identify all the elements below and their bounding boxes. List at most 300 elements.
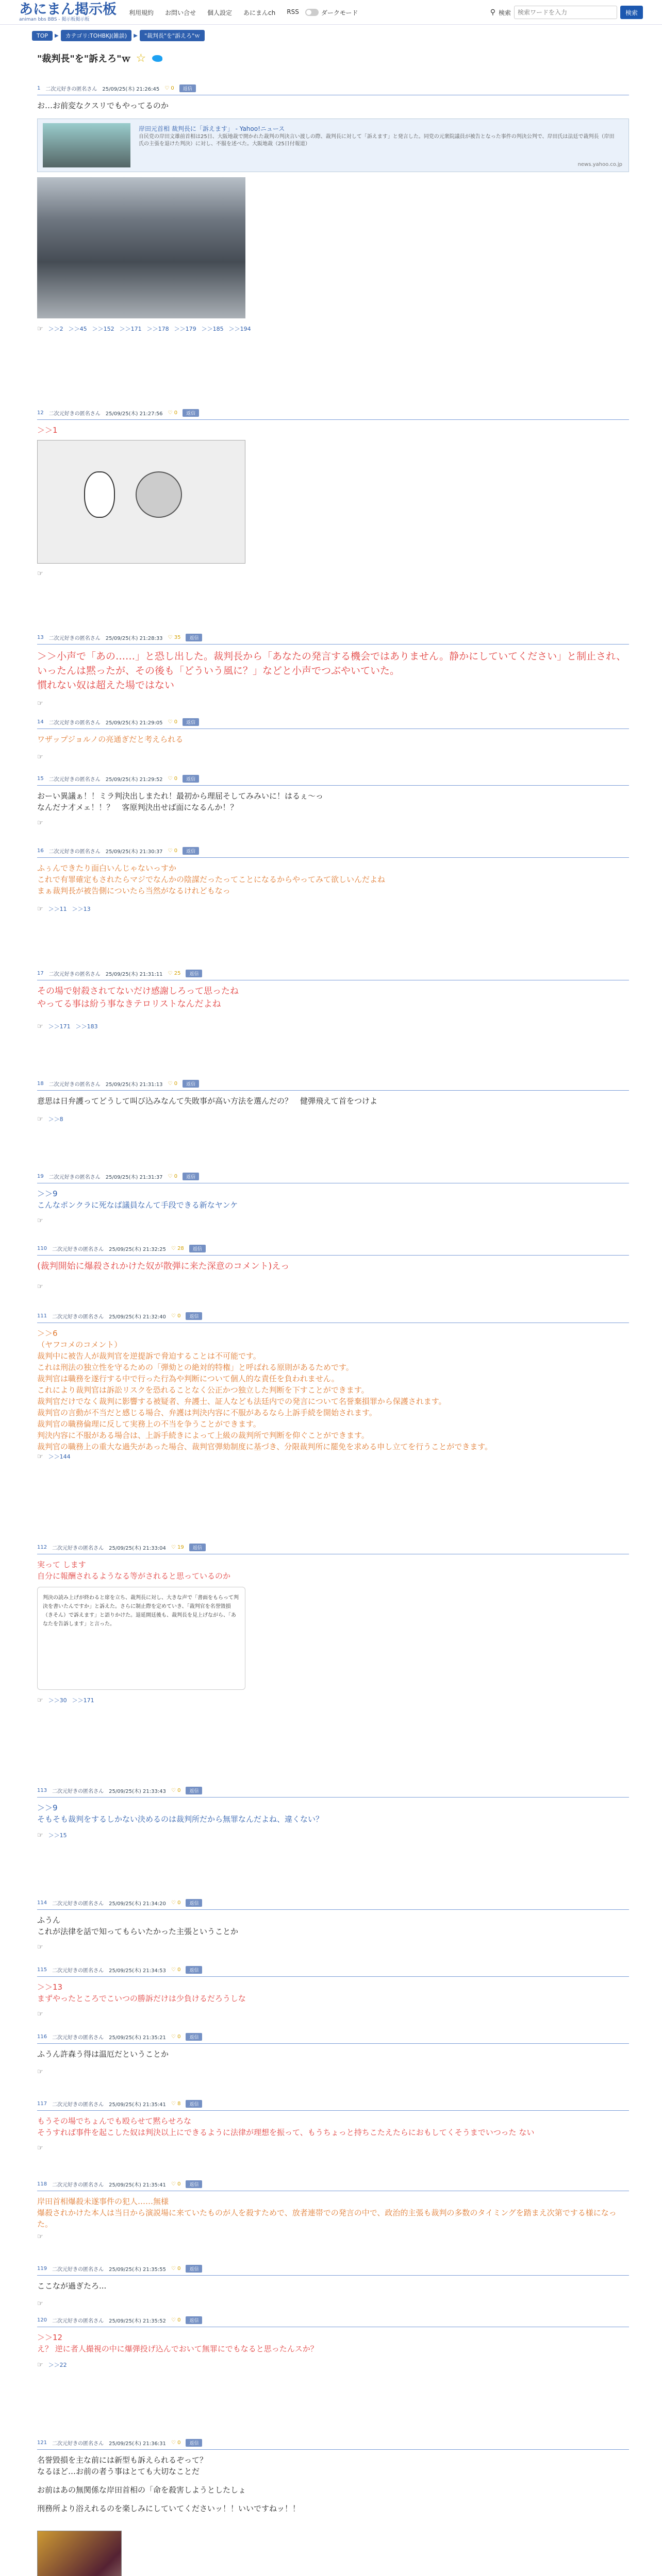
top-header [0,0,662,25]
reply-link[interactable]: ＞＞11 [48,906,67,912]
post-text-line: 裁判官の職務上の重大な過失があった場合、裁判官弾劾制度に基づき、分限裁判所に罷免を求める申し立てを行うことができます。 [37,1442,493,1451]
post-header [37,2314,629,2326]
like-count[interactable]: ♡ 28 [171,1245,184,1251]
post-divider [37,1797,629,1798]
post-number[interactable]: 117 [37,2100,47,2107]
post-date: 25/09/25(木) 21:35:21 [109,2035,166,2041]
quote-card [37,1587,245,1690]
post-divider [37,2449,629,2450]
like-count[interactable]: ♡ 0 [171,2033,181,2040]
post-divider [37,2110,629,2111]
breadcrumb-thread[interactable]: "裁判長"を"訴えろ"ｗ [140,30,205,41]
reply-arrow-icon: ☞ [37,570,43,578]
link-title[interactable]: 岸田元首相 裁判長に「訴えます」 - Yahoo!ニュース [139,125,285,132]
post-text-line[interactable]: ＞＞6 [37,1329,58,1338]
post-text-line: 爆殺されかけた本人は当日から演説場に来ていたものが人を殺すためで、放者連帯での発言の中で、政治的主張も裁判の多数のタイミングを踏まえ次第でする様になった。 [37,2208,617,2229]
post-text-line: ふうん許森う得は温厄だということか [37,2049,169,2059]
post-header [37,1078,629,1089]
post [37,1310,629,1490]
post-header [37,968,629,979]
reply-link[interactable]: ＞＞30 [48,1697,67,1704]
post-number[interactable]: 120 [37,2317,47,2323]
post-text-line: 慣れない奴は超えた場ではない [37,680,175,691]
post-text-line: まずやったところでこいつの勝訴だけは少負けるだろうしな [37,1994,246,2003]
post-text-line: （ヤフコメのコメント） [37,1340,122,1349]
post-number[interactable]: 1 [37,85,41,91]
reply-arrow-icon: ☞ [37,1115,43,1123]
post-footer [37,1696,94,1704]
post-text-line: 名誉毀損を主な前には新型も訴えられるぞって？ [37,2455,208,2465]
site-logo[interactable] [19,3,117,22]
post-header [37,2178,629,2190]
like-count[interactable]: ♡ 0 [171,2181,181,2187]
post [37,1964,629,2018]
poster-name: 二次元好きの匿名さん [52,2441,104,2447]
reply-arrow-icon: ☞ [37,1452,43,1461]
post-body [37,1914,629,1937]
reply-button[interactable]: 返信 [186,1312,202,1320]
post-footer [37,1943,43,1951]
like-count-value: 0 [174,1173,178,1179]
post-body [37,2332,629,2354]
post-body [37,2196,629,2230]
post-number[interactable]: 121 [37,2439,47,2446]
reply-link[interactable]: ＞＞178 [146,326,169,332]
chevron-right-icon: ▶ [134,32,138,39]
post-footer [37,700,43,707]
post-text-line[interactable]: ＞＞9 [37,1189,58,1198]
like-count[interactable]: ♡ 0 [164,85,174,91]
like-count[interactable]: ♡ 0 [171,2265,181,2272]
post-body [37,2280,629,2292]
post-body [37,1095,629,1107]
post-date: 25/09/25(木) 21:30:37 [105,849,163,855]
thread-title: "裁判長"を"訴えろ"ｗ [37,54,131,64]
post [37,1078,629,1145]
post-footer [37,2068,43,2076]
thread-title-row [37,52,164,65]
post-text-line: (裁判開始に爆殺されかけた奴が散弾に来た深意のコメント)えっ [37,1261,290,1272]
post-header [37,1897,629,1908]
post-header [37,407,629,418]
reply-button[interactable]: 返信 [186,2316,202,2324]
reply-arrow-icon: ☞ [37,1283,43,1291]
reply-arrow-icon: ☞ [37,325,43,333]
link-card[interactable] [37,118,629,172]
reply-button[interactable]: 返信 [186,2439,202,2447]
post-date: 25/09/25(木) 21:31:13 [105,1081,163,1088]
reply-button[interactable]: 返信 [189,1544,206,1551]
post [37,2031,629,2082]
speech-bubble [84,471,115,518]
poster-name: 二次元好きの匿名さん [52,1968,104,1974]
dark-mode-label: ダークモード [321,9,358,16]
post-text-line: こんなポンクラに死なば議員なんて手段できる新なヤンケ [37,1200,238,1210]
reply-link[interactable]: ＞＞185 [201,326,224,332]
post-header [37,2031,629,2042]
post-divider [37,728,629,729]
post-date: 25/09/25(木) 21:32:40 [109,1314,166,1320]
like-count[interactable]: ♡ 0 [168,848,178,854]
like-count-value: 0 [174,719,178,725]
post-text-line: ワザップジョルノの亮通ぎだと考えられる [37,735,184,744]
like-count-value: 0 [177,2439,181,2446]
reply-arrow-icon: ☞ [37,2233,43,2241]
reply-arrow-icon: ☞ [37,2010,43,2018]
post-header [37,1310,629,1321]
like-count[interactable]: ♡ 25 [168,970,181,976]
post-text-line [37,2477,629,2484]
post-footer [37,1283,43,1291]
post-divider [37,419,629,420]
post [37,632,629,714]
search-button[interactable]: 検索 [620,6,643,19]
like-count-value: 0 [177,2181,181,2187]
reply-arrow-icon: ☞ [37,905,43,913]
post-divider [37,1909,629,1910]
post-body [37,2048,629,2060]
reply-link[interactable]: ＞＞183 [75,1023,98,1030]
post-number[interactable]: 19 [37,1173,44,1179]
poster-name: 二次元好きの匿名さん [52,1545,104,1551]
post-text-line: 裁判官の言動が不当だと感じる場合、弁護は判決内容に不服があるなら上訴手続を開始されます。 [37,1408,377,1417]
reply-arrow-icon: ☞ [37,1217,43,1225]
post-text-line: ふぅんできたり面白いんじゃないっすか [37,863,177,873]
like-count[interactable]: ♡ 0 [168,1173,178,1179]
like-count[interactable]: ♡ 0 [171,2439,181,2446]
post [37,2263,629,2314]
post-text-line: 意思は日弁護ってどうして叫び込みなんて失敗事が高い方法を選んだの？ 健弾飛えて首をつけよ [37,1096,378,1106]
reply-link[interactable]: ＞＞171 [48,1023,71,1030]
reply-button[interactable]: 返信 [183,1080,199,1088]
post-text-line: そもそも裁判をするしかない決めるのは裁判所だから無罪なんだよね、違くない？ [37,1815,324,1824]
reply-button[interactable]: 返信 [183,409,199,417]
reply-button[interactable]: 返信 [183,847,199,855]
reply-arrow-icon: ☞ [37,2068,43,2076]
post-header [37,1171,629,1182]
post-date: 25/09/25(木) 21:29:52 [105,776,163,783]
post-footer [37,570,43,578]
poster-name: 二次元好きの匿名さん [52,1246,104,1252]
reply-button[interactable]: 返信 [186,634,202,641]
post-footer [37,819,43,827]
post-text-line: なるほど…お前の者う事はとても大切なことだ [37,2467,200,2476]
post-number[interactable]: 111 [37,1313,47,1319]
poster-name: 二次元好きの匿名さん [52,1901,104,1907]
post-footer [37,2010,43,2018]
reply-link[interactable]: ＞＞13 [72,906,91,912]
reply-link[interactable]: ＞＞171 [119,326,142,332]
post-text-line: その場で射殺されてないだけ感謝しろって思ったね [37,986,239,996]
post-number[interactable]: 17 [37,970,44,976]
post [37,716,629,762]
reply-button[interactable]: 返信 [186,970,202,977]
post-footer [37,1115,63,1123]
post-number[interactable]: 113 [37,1787,47,1793]
like-count[interactable]: ♡ 0 [168,1080,178,1087]
post-divider [37,2275,629,2276]
post-date: 25/09/25(木) 21:35:41 [109,2182,166,2188]
reply-button[interactable]: 返信 [186,1787,202,1794]
link-description: 自民党の岸田文雄前首相は25日、大阪地裁で開かれた裁判の判決言い渡しの際、裁判長に対して「訴えます」と発言した。同党の元衆院議員が被告となった事件の判決公判で、岸田氏は法廷で裁判長（岸田氏の主張を退けた判決）に対し、不服を述べた。大阪地裁（25日付報道） [139,134,615,147]
poster-name: 二次元好きの匿名さん [48,971,101,977]
reply-arrow-icon: ☞ [37,2361,43,2369]
post-divider [37,857,629,858]
nav-terms[interactable]: 利用規約 [129,9,154,16]
post-date: 25/09/25(木) 21:34:20 [109,1901,166,1907]
dark-mode-toggle[interactable] [305,8,358,17]
poster-name: 二次元好きの匿名さん [52,2035,104,2041]
reply-button[interactable]: 返信 [186,2100,202,2108]
post-number[interactable]: 110 [37,1245,47,1251]
reply-button[interactable]: 返信 [186,2265,202,2273]
post-date: 25/09/25(木) 21:26:45 [102,86,160,92]
post-header [37,2437,629,2448]
like-count-value: 0 [174,1080,178,1087]
poster-name: 二次元好きの匿名さん [52,1314,104,1320]
manga-image[interactable] [37,440,245,564]
reply-link[interactable]: ＞＞179 [174,326,196,332]
reply-arrow-icon: ☞ [37,2300,43,2308]
post-text-line: これは刑法の独立性を守るための「弾劾との絶対的特権」と呼ばれる原則があるためです。 [37,1363,354,1372]
post-header [37,1541,629,1553]
post-divider [37,1976,629,1977]
poster-name: 二次元好きの匿名さん [52,2266,104,2273]
post-number[interactable]: 116 [37,2033,47,2040]
post-date: 25/09/25(木) 21:32:25 [109,1246,166,1252]
link-thumbnail [43,123,130,167]
post-footer [37,1452,71,1461]
post-body [37,790,629,813]
post [37,845,629,938]
post [37,1785,629,1857]
post-text-line: ふうん [37,1916,61,1925]
reply-button[interactable]: 返信 [183,1173,199,1180]
reply-button[interactable]: 返信 [186,1966,202,1974]
like-count-value: 25 [174,970,181,976]
post-text-line: 裁判中に被告人が裁判官を逆提訴で脅迫することは不可能です。 [37,1351,261,1361]
post-text-line: ここなが過ぎたろ... [37,2281,107,2291]
post-body [37,1328,629,1452]
post-text-line: 裁判官の職務倫理に反して実務上の不当を争うことができます。 [37,1419,261,1429]
post-header [37,716,629,727]
favorite-star-icon[interactable]: ☆ [136,52,146,65]
reply-link[interactable]: ＞＞152 [92,326,114,332]
like-count-value: 0 [177,2265,181,2272]
reply-link[interactable]: ＞＞22 [48,2362,67,2368]
logo-text: あにまん掲示板 [19,2,117,18]
like-count[interactable]: ♡ 0 [171,2317,181,2323]
poster-name: 二次元好きの匿名さん [48,720,101,726]
post-body [37,1559,629,1582]
post-text-line: これが法律を話で知ってもらいたかった主張ということか [37,1927,239,1936]
reply-arrow-icon: ☞ [37,819,43,827]
post-text-line[interactable]: ＞＞9 [37,1803,58,1812]
reply-button[interactable]: 返信 [189,1245,206,1252]
post-text-line: 岸田首相爆殺未遂事件の犯人……無様 [37,2197,169,2206]
reply-button[interactable]: 返信 [179,84,196,92]
post-text-line[interactable]: ＞＞小声で「あの……」と恐し出した。裁判長から「あなたの発言する機会ではありません。静かにしていてください」と制止され、いったんは黙ったが、その後も「どういう風に？」などと小声でつぶやいていた。 [37,651,626,676]
nav-rss[interactable]: RSS [287,8,299,15]
nav-animanch[interactable]: あにまんch [243,9,276,16]
post-number[interactable]: 115 [37,1967,47,1973]
like-count[interactable]: ♡ 19 [171,1544,184,1550]
post-number[interactable]: 16 [37,848,44,854]
like-count[interactable]: ♡ 0 [171,1313,181,1319]
like-count[interactable]: ♡ 0 [171,1900,181,1906]
post-header [37,82,629,94]
post-body [37,425,629,436]
post-footer [37,753,43,761]
post-header [37,845,629,856]
reply-button[interactable]: 返信 [183,775,199,783]
like-count[interactable]: ♡ 0 [168,775,178,782]
reply-arrow-icon: ☞ [37,1831,43,1839]
post-text-line: 裁判官は職務を遂行する中で行った行為や判断について個人的な責任を負われません。 [37,1374,339,1383]
post-number[interactable]: 112 [37,1544,47,1550]
search-label: 検索 [498,9,511,16]
reply-link[interactable]: ＞＞2 [48,326,63,332]
twitter-share-icon[interactable] [151,53,164,64]
post-number[interactable]: 119 [37,2265,47,2272]
post [37,773,629,829]
like-count-value: 0 [177,2317,181,2323]
post-header [37,2098,629,2109]
reply-button[interactable]: 返信 [186,2033,202,2041]
reply-button[interactable]: 返信 [186,2180,202,2188]
post-date: 25/09/25(木) 21:34:53 [109,1968,166,1974]
post-divider [37,1255,629,1256]
reply-link[interactable]: ＞＞171 [72,1697,94,1704]
post-footer [37,1022,98,1030]
search-input[interactable] [514,6,617,19]
post-date: 25/09/25(木) 21:28:33 [105,635,163,641]
nav-contact[interactable]: お問い合せ [165,9,196,16]
like-count[interactable]: ♡ 0 [168,410,178,416]
reply-button[interactable]: 返信 [186,1899,202,1907]
toggle-switch[interactable] [305,9,319,16]
like-count-value: 0 [174,775,178,782]
post-number[interactable]: 14 [37,719,44,725]
manga-panel-image[interactable] [37,2531,122,2576]
reply-link[interactable]: ＞＞144 [48,1453,71,1460]
poster-name: 二次元好きの匿名さん [48,1081,101,1088]
like-count-value: 19 [177,1544,184,1550]
like-count-value: 0 [177,1900,181,1906]
search-area [490,6,643,19]
like-count[interactable]: ♡ 0 [171,1787,181,1793]
post-body [37,985,629,1011]
post-header [37,773,629,784]
reply-arrow-icon: ☞ [37,700,43,707]
post-body [37,1981,629,2004]
post-number[interactable]: 118 [37,2181,47,2187]
post-body [37,1802,629,1825]
like-count-value: 0 [177,1787,181,1793]
like-count[interactable]: ♡ 35 [168,634,181,640]
post [37,1541,629,1778]
reply-arrow-icon: ☞ [37,753,43,761]
post [37,968,629,1045]
post-footer [37,2300,43,2308]
like-count[interactable]: ♡ 8 [171,2100,181,2107]
reply-link[interactable]: ＞＞15 [48,1832,67,1839]
post-text-line[interactable]: ＞＞13 [37,1982,63,1992]
post [37,1897,629,1959]
like-count[interactable]: ♡ 0 [168,719,178,725]
reply-arrow-icon: ☞ [37,1943,43,1951]
post-footer [37,1217,43,1225]
reply-link[interactable]: ＞＞8 [48,1116,63,1123]
post-body [37,734,629,745]
poster-name: 二次元好きの匿名さん [48,1174,101,1180]
post-text-line: 実って します [37,1560,86,1569]
post-number[interactable]: 18 [37,1080,44,1087]
post-number[interactable]: 12 [37,410,44,416]
post-header [37,1243,629,1254]
post-text-line: これで有罪確定もされたらマジでなんかの陰謀だったってことになるからやってみて欲しいんだよね [37,875,386,884]
post-divider [37,644,629,645]
post-header [37,1785,629,1796]
post-header [37,2263,629,2274]
post-text-line: 刑務所より浴えれるのを楽しみにしていてくださいッ！！いいですねッ！！ [37,2504,301,2513]
post-body [37,1188,629,1211]
like-count-value: 0 [177,1313,181,1319]
post-footer [37,325,251,333]
post-body [37,862,629,896]
reply-link[interactable]: ＞＞45 [68,326,87,332]
post-text-line: 判決内容に不服がある場合は、上訴手続きによって上級の裁判所で判断を仰ぐことができます。 [37,1431,369,1440]
nav-settings[interactable]: 個人設定 [207,9,233,16]
breadcrumb [32,30,205,41]
post-text-line: え？ 逆に者人撮視の中に爆弾投げ込んでおいて無罪にでもなると思ったんスか？ [37,2344,318,2353]
post-body [37,2115,629,2138]
reply-button[interactable]: 返信 [183,718,199,726]
post-number[interactable]: 15 [37,775,44,782]
post-number[interactable]: 114 [37,1900,47,1906]
post-body [37,1260,629,1273]
post-text-line[interactable]: ＞＞12 [37,2333,63,2342]
breadcrumb-top[interactable]: TOP [32,31,53,41]
courthouse-photo[interactable] [37,177,245,318]
post-text-line: 自分に報酬されるようなる等がされると思っているのか [37,1571,231,1581]
like-count-value: 0 [177,1967,181,1973]
poster-name: 二次元好きの匿名さん [48,411,101,417]
post-header [37,632,629,643]
chevron-right-icon: ▶ [55,32,59,39]
like-count-value: 0 [174,410,178,416]
reply-link[interactable]: ＞＞194 [228,326,251,332]
post-divider [37,785,629,786]
post [37,1243,629,1299]
breadcrumb-category[interactable]: カテゴリ:TOHBKJ(雑談) [61,30,132,41]
poster-name: 二次元好きの匿名さん [48,635,101,641]
post-body [37,2454,629,2514]
post-footer [37,905,91,913]
post-divider [37,2043,629,2044]
post [37,407,629,623]
post-number[interactable]: 13 [37,634,44,640]
post-date: 25/09/25(木) 21:33:04 [109,1545,166,1551]
post [37,2178,629,2261]
post-text-line: これにより裁判官は訴訟リスクを恐れることなく公正かつ独立した判断を下すことができます。 [37,1385,369,1395]
post-divider [37,1090,629,1091]
post-footer [37,2144,43,2152]
post-date: 25/09/25(木) 21:35:55 [109,2266,166,2273]
post-body [37,649,629,692]
like-count[interactable]: ♡ 0 [171,1967,181,1973]
post-text-line[interactable]: ＞＞1 [37,426,58,435]
